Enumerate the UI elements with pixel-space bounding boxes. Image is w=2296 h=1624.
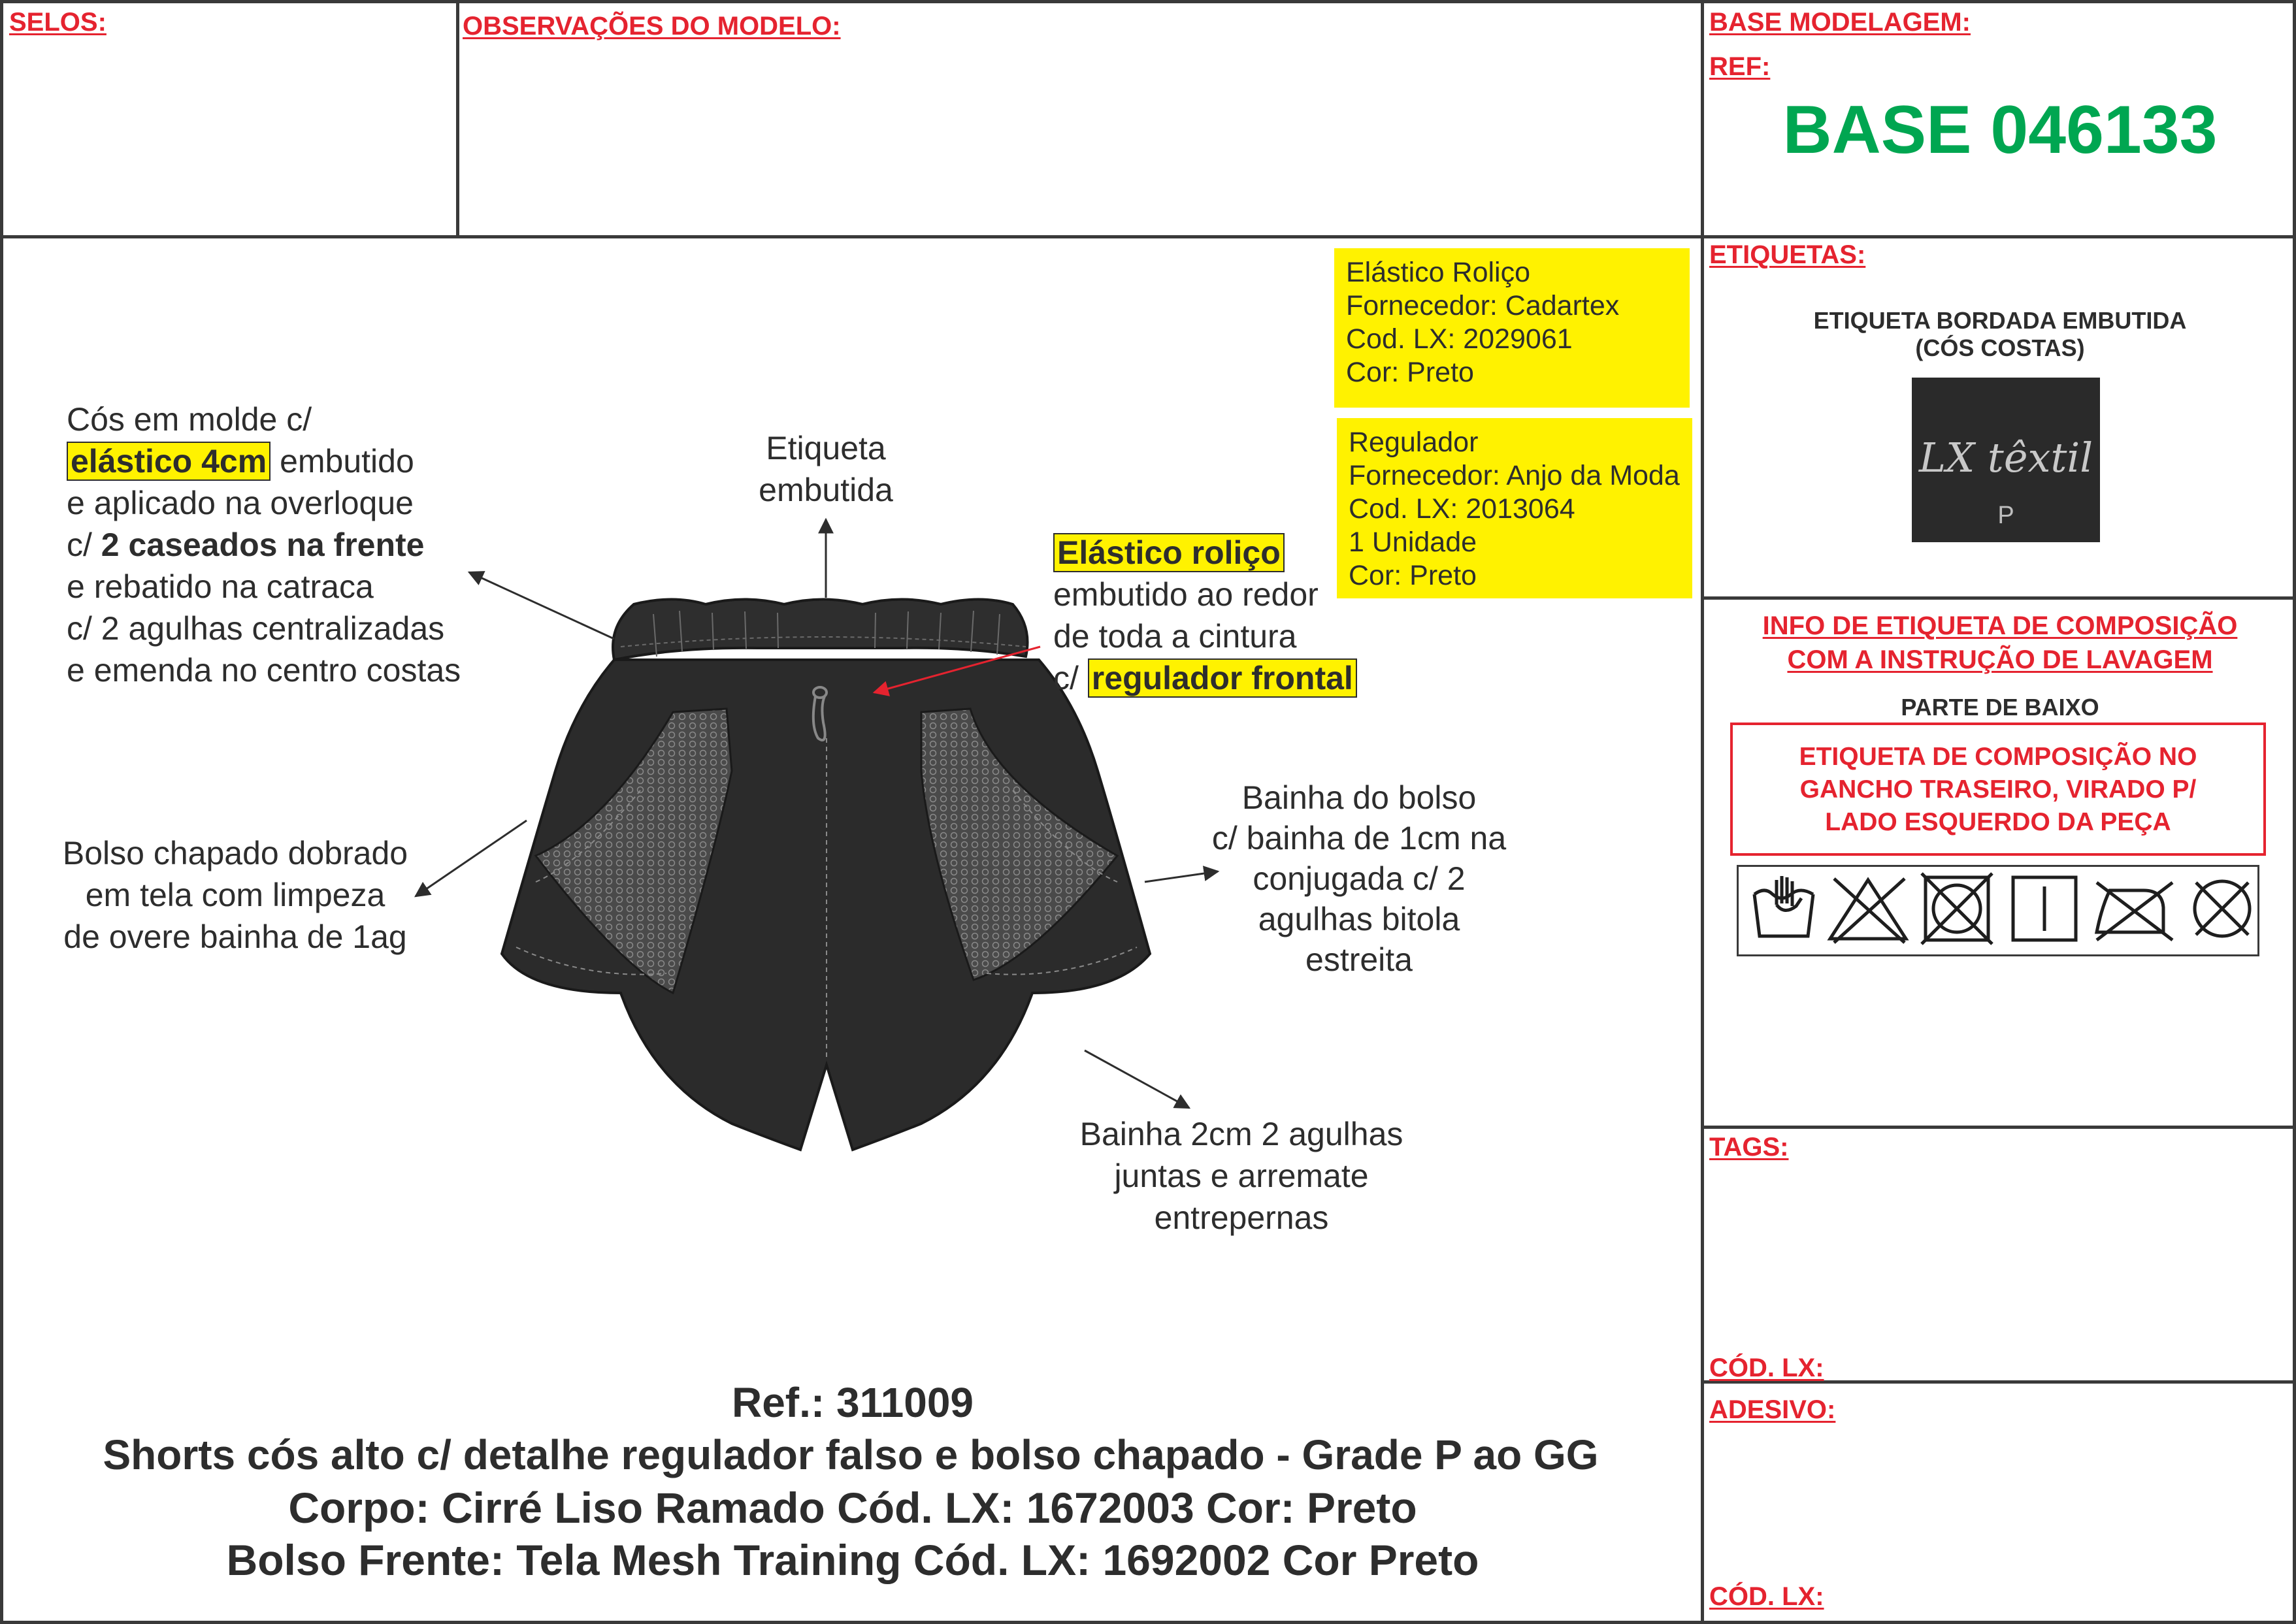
- regulador-box-line1: Regulador: [1349, 427, 1479, 458]
- etiqueta-title-line1: ETIQUETA BORDADA EMBUTIDA: [1813, 307, 2187, 334]
- bainha-bolso-line5: estreita: [1305, 941, 1413, 978]
- etiqueta-title-line2: (CÓS COSTAS): [1915, 334, 2085, 361]
- cos-line4: [67, 524, 461, 566]
- observacoes-label: OBSERVAÇÕES DO MODELO:: [463, 12, 841, 41]
- etiqueta-line2: embutida: [759, 472, 893, 508]
- cos-line2-highlight: elástico 4cm: [67, 442, 271, 481]
- cos-line3: e aplicado na overloque: [67, 485, 414, 521]
- base-modelagem-label: BASE MODELAGEM:: [1709, 8, 1971, 37]
- parte-de-baixo-label: PARTE DE BAIXO: [1901, 694, 2099, 721]
- cod-lx-label-tags: CÓD. LX:: [1709, 1354, 1824, 1382]
- elastico-box-line3: Cod. LX: 2029061: [1346, 323, 1573, 355]
- bainha-bolso-line4: agulhas bitola: [1258, 901, 1460, 937]
- bainha-bolso-line1: Bainha do bolso: [1241, 779, 1477, 816]
- elastico-line4: [1053, 657, 1357, 699]
- regulador-box-line2: Fornecedor: Anjo da Moda: [1349, 460, 1680, 491]
- selos-label: SELOS:: [9, 8, 107, 37]
- annotation-bainha-2cm: [1032, 1113, 1451, 1239]
- annotation-bainha-bolso: [1176, 777, 1542, 980]
- elastico-line4-highlight: regulador frontal: [1088, 658, 1357, 698]
- elastico-line4-pre: c/: [1053, 660, 1088, 696]
- annotation-bolso-chapado: [26, 832, 444, 958]
- annotation-elastico-rolico: [1053, 532, 1357, 699]
- elastico-line2: embutido ao redor: [1053, 576, 1319, 613]
- cos-line2: [67, 440, 461, 482]
- elastico-line1-highlight: Elástico roliço: [1053, 533, 1285, 572]
- cos-line7: e emenda no centro costas: [67, 652, 461, 689]
- composicao-line2: GANCHO TRASEIRO, VIRADO P/: [1799, 775, 2197, 804]
- bolso-chapado-line1: Bolso chapado dobrado: [62, 835, 408, 871]
- tags-label: TAGS:: [1709, 1133, 1789, 1161]
- footer-description: Shorts cós alto c/ detalhe regulador falso e bolso chapado - Grade P ao GG: [103, 1431, 1599, 1478]
- cos-line4-pre: c/: [67, 527, 101, 563]
- composicao-line1: ETIQUETA DE COMPOSIÇÃO NO: [1799, 743, 2197, 771]
- footer-bolso: Bolso Frente: Tela Mesh Training Cód. LX: 1692002 Cor Preto: [226, 1536, 1479, 1584]
- bainha-bolso-line2: c/ bainha de 1cm na: [1211, 820, 1507, 856]
- base-code: BASE 046133: [1782, 92, 2218, 168]
- bainha-2cm-line3: entrepernas: [1154, 1199, 1329, 1236]
- regulador-box-line5: Cor: Preto: [1349, 560, 1477, 591]
- cos-line6: c/ 2 agulhas centralizadas: [67, 610, 445, 647]
- bolso-chapado-line3: de overe bainha de 1ag: [63, 918, 407, 955]
- footer-corpo: Corpo: Cirré Liso Ramado Cód. LX: 1672003 Cor: Preto: [288, 1484, 1417, 1532]
- elastico-line1: [1053, 532, 1357, 574]
- info-title-line1: INFO DE ETIQUETA DE COMPOSIÇÃO: [1762, 611, 2238, 640]
- adesivo-label: ADESIVO:: [1709, 1395, 1836, 1424]
- annotation-cos: [67, 398, 461, 691]
- bolso-chapado-line2: em tela com limpeza: [85, 877, 385, 913]
- footer-ref: Ref.: 311009: [731, 1379, 974, 1426]
- bainha-bolso-line3: conjugada c/ 2: [1253, 860, 1466, 897]
- bainha-2cm-line2: juntas e arremate: [1114, 1158, 1369, 1194]
- elastico-box-line4: Cor: Preto: [1346, 357, 1474, 388]
- arrow-cos: [469, 572, 614, 639]
- regulador-box-line4: 1 Unidade: [1349, 527, 1477, 558]
- cod-lx-label-adesivo: CÓD. LX:: [1709, 1582, 1824, 1611]
- arrow-bainha-2cm: [1085, 1050, 1189, 1108]
- cos-line5: e rebatido na catraca: [67, 568, 374, 605]
- elastico-box-line2: Fornecedor: Cadartex: [1346, 290, 1620, 321]
- cos-line1: Cós em molde c/: [67, 401, 312, 438]
- elastico-line3: de toda a cintura: [1053, 618, 1297, 655]
- cos-line2-rest: embutido: [271, 443, 414, 479]
- brand-label-size: P: [1997, 502, 2014, 529]
- brand-label-text: LX têxtil: [1918, 434, 2093, 481]
- elastico-box-line1: Elástico Roliço: [1346, 257, 1530, 288]
- composicao-line3: LADO ESQUERDO DA PEÇA: [1825, 808, 2171, 836]
- info-title-line2: COM A INSTRUÇÃO DE LAVAGEM: [1787, 645, 2213, 674]
- bainha-2cm-line1: Bainha 2cm 2 agulhas: [1079, 1116, 1403, 1152]
- cos-line4-bold: 2 caseados na frente: [101, 527, 425, 563]
- arrow-elastico-rolico: [874, 647, 1040, 692]
- regulador-box-line3: Cod. LX: 2013064: [1349, 493, 1575, 525]
- etiquetas-label: ETIQUETAS:: [1709, 240, 1866, 269]
- etiqueta-line1: Etiqueta: [766, 430, 886, 466]
- ref-label: REF:: [1709, 52, 1771, 81]
- annotation-etiqueta: [728, 427, 924, 511]
